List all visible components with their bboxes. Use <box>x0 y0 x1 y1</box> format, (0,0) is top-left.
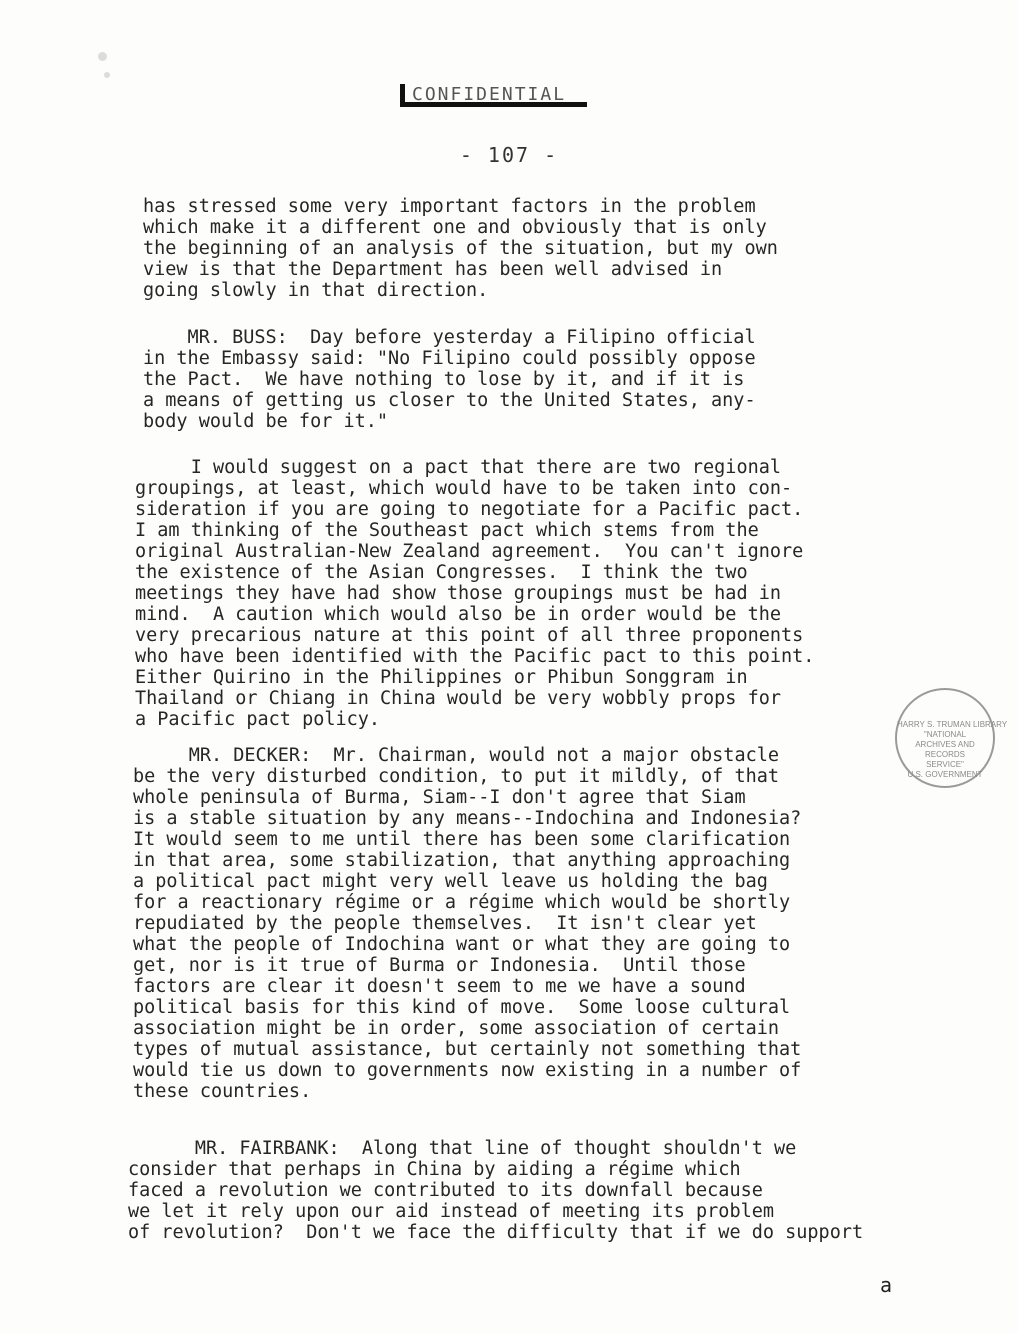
archive-stamp-text: HARRY S. TRUMAN LIBRARY "NATIONAL ARCHIVES AND RECORDS SERVICE" U.S. GOVERNMENT <box>897 720 1008 779</box>
archive-stamp <box>895 688 1008 788</box>
paragraph-fairbank: MR. FAIRBANK: Along that line of thought shouldn't we consider that perhaps in China by aiding a régime which faced a revolution we contributed to its downfall because we let it rely upon our aid instead of meeting its problem of revolution? Don't we face the difficulty that if we do support <box>128 1138 864 1243</box>
punch-mark <box>104 72 110 78</box>
page-number: - 107 - <box>459 143 559 167</box>
paragraph-buss: MR. BUSS: Day before yesterday a Filipino official in the Embassy said: "No Filipino could possibly oppose the Pact. We have nothing to lose by it, and if it is a means of getting us closer to the United States, any- body would be for it." <box>143 327 756 432</box>
paragraph-continuation: has stressed some very important factors in the problem which make it a different one and obviously that is only the beginning of an analysis of the situation, but my own view is that the Department has been well advised in going slowly in that direction. <box>143 196 778 301</box>
classification-label: CONFIDENTIAL <box>412 84 567 105</box>
classification-header <box>400 80 600 110</box>
strike-through-mark <box>400 84 587 107</box>
punch-mark <box>98 52 107 61</box>
corner-mark: a <box>880 1273 893 1297</box>
paragraph-regional-groupings: I would suggest on a pact that there are two regional groupings, at least, which would have to be taken into con- sideration if you are going to negotiate for a Pacific pact. I am thinking of the Southeast pact which stems from the original Australian-New Zealand agreement. You can't ignore the existence of the Asian Congresses. I think the two meetings they have had show those groupings must be had in mind. A caution which would also be in order would be the very precarious nature at this point of all three proponents who have been identified with the Pacific pact to this point. Either Quirino in the Philippines or Phibun Songgram in Thailand or Chiang in China would be very wobbly props for a Pacific pact policy. <box>135 457 815 730</box>
paragraph-decker: MR. DECKER: Mr. Chairman, would not a major obstacle be the very disturbed condition, to put it mildly, of that whole peninsula of Burma, Siam--I don't agree that Siam is a stable situation by any means--Indochina and Indonesia? It would seem to me until there has been some clarification in that area, some stabilization, that anything approaching a political pact might very well leave us holding the bag for a reactionary régime or a régime which would be shortly repudiated by the people themselves. It isn't clear yet what the people of Indochina want or what they are going to get, nor is it true of Burma or Indonesia. Until those factors are clear it doesn't seem to me we have a sound political basis for this kind of move. Some loose cultural association might be in order, some association of certain types of mutual assistance, but certainly not something that would tie us down to governments now existing in a number of these countries. <box>133 745 802 1102</box>
